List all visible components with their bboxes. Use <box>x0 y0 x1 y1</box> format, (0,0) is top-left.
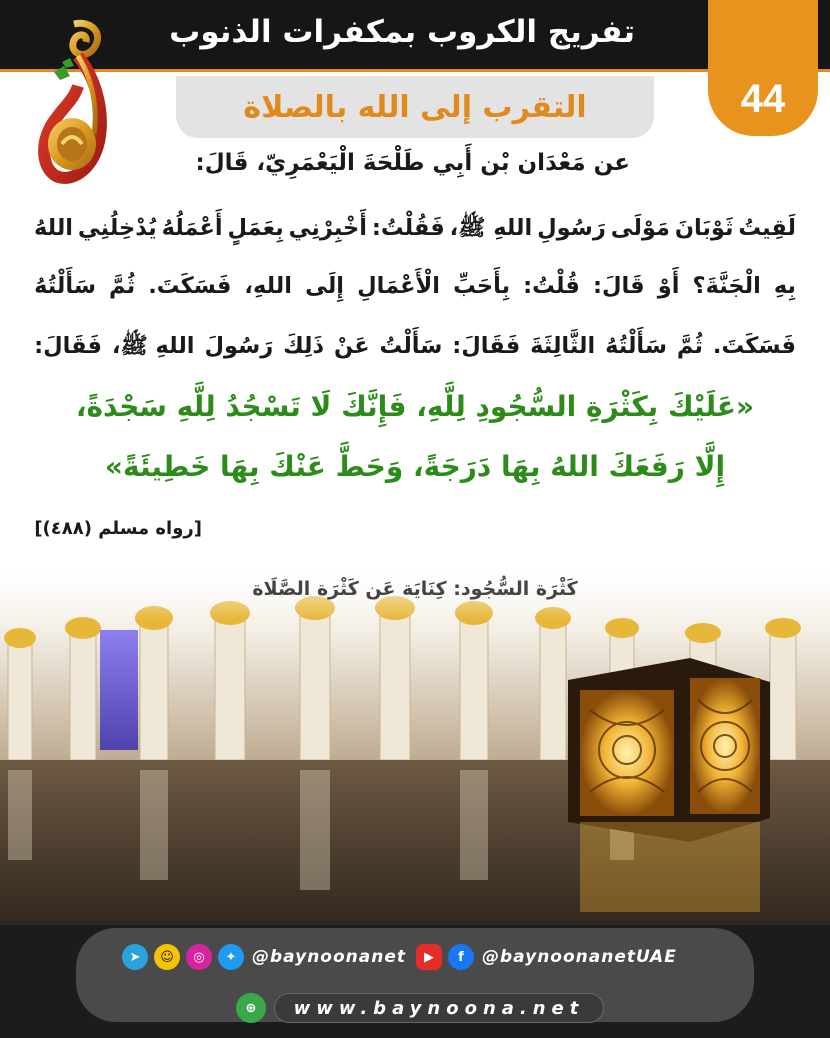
episode-number-badge <box>708 0 818 136</box>
handle-main[interactable]: @baynoonanet <box>252 947 406 967</box>
hadith-word: قَالَ: <box>592 273 645 299</box>
hadith-word: الثَّالِثَةَ <box>530 333 596 359</box>
prophetic-quote-line-2: إِلَّا رَفَعَكَ اللهُ بِهَا دَرَجَةً، وَحَطَّ عَنْكَ بِهَا خَطِيئَةً» <box>104 450 726 483</box>
hadith-word: فَسَكَتَ. <box>712 333 796 359</box>
website-link[interactable]: www.baynoona.net <box>274 993 604 1023</box>
topic-banner <box>176 76 654 138</box>
hadith-word: قُلْتُ: <box>523 273 580 299</box>
hadith-word: عَنْ <box>333 333 370 359</box>
hadith-word: بِأَحَبِّ <box>453 273 511 299</box>
facebook-icon[interactable]: f <box>448 944 474 970</box>
globe-icon: ⊕ <box>236 993 266 1023</box>
baynoona-logo <box>34 16 122 196</box>
hadith-word: اللهِ، <box>244 273 292 299</box>
episode-number: 44 <box>740 77 786 121</box>
hadith-word: أَوْ <box>657 273 680 299</box>
hadith-word: رَسُولِ <box>537 215 606 241</box>
hadith-word: الْأَعْمَالِ <box>357 273 440 299</box>
telegram-icon[interactable]: ➤ <box>122 944 148 970</box>
hadith-word: سَأَلْتُ <box>379 333 443 359</box>
hadith-word: اللهِ ﷺ، <box>449 215 533 241</box>
hadith-word: سَأَلْتُهُ <box>34 273 96 299</box>
hadith-word: فَسَكَتَ. <box>148 273 232 299</box>
hadith-word: يُدْخِلُنِي <box>77 215 157 241</box>
website-row <box>236 992 604 1024</box>
hadith-word: الْجَنَّةَ؟ <box>692 273 761 299</box>
topic-title: التقرب إلى الله بالصلاة <box>243 89 587 125</box>
hadith-word: بِهِ <box>773 273 796 299</box>
hadith-line-2 <box>34 273 796 299</box>
hadith-word: إِلَى <box>305 273 344 299</box>
hadith-word: ثُمَّ <box>676 333 703 359</box>
hadith-word: ذَلِكَ <box>283 333 325 359</box>
hadith-word: أَخْبِرْنِي <box>288 215 367 241</box>
mosque-scene-image <box>0 560 830 945</box>
hadith-word: مَوْلَى <box>610 215 670 241</box>
hadith-word: فَقَالَ: <box>34 333 103 359</box>
hadith-word: فَقُلْتُ: <box>371 215 445 241</box>
handle-uae[interactable]: @baynoonanetUAE <box>482 947 677 967</box>
social-links-row <box>122 942 681 972</box>
footnote: كَثْرَة السُّجُود: كِنَايَة عَن كَثْرَة الصَّلَاة <box>252 578 578 600</box>
series-title: تفريج الكروب بمكفرات الذنوب <box>169 14 635 50</box>
hadith-word: اللهُ <box>34 215 74 241</box>
hadith-word: ثَوْبَانَ <box>674 215 734 241</box>
hadith-word: ثُمَّ <box>109 273 136 299</box>
hadith-word: اللهِ ﷺ، <box>111 333 195 359</box>
hadith-word: بِعَمَلٍ <box>227 215 284 241</box>
hadith-word: أَعْمَلُهُ <box>161 215 223 241</box>
hadith-line-3 <box>34 333 796 365</box>
instagram-icon[interactable]: ◎ <box>186 944 212 970</box>
narrator-line: عن مَعْدَان بْن أَبِي طَلْحَةَ الْيَعْمَرِيّ، قَالَ: <box>195 150 630 176</box>
hadith-line-1 <box>34 215 796 247</box>
hadith-source: [رواه مسلم (٤٨٨)] <box>34 518 202 539</box>
youtube-icon[interactable]: ▶ <box>416 944 442 970</box>
hadith-word: سَأَلْتُهُ <box>605 333 667 359</box>
snapchat-icon[interactable]: ☺ <box>154 944 180 970</box>
hadith-word: رَسُولَ <box>204 333 274 359</box>
twitter-icon[interactable]: ✦ <box>218 944 244 970</box>
prophetic-quote-line-1: «عَلَيْكَ بِكَثْرَةِ السُّجُودِ لِلَّهِ، فَإِنَّكَ لَا تَسْجُدُ لِلَّهِ سَجْدَةً، <box>75 390 755 423</box>
hadith-word: لَقِيتُ <box>738 215 796 241</box>
hadith-word: فَقَالَ: <box>452 333 521 359</box>
